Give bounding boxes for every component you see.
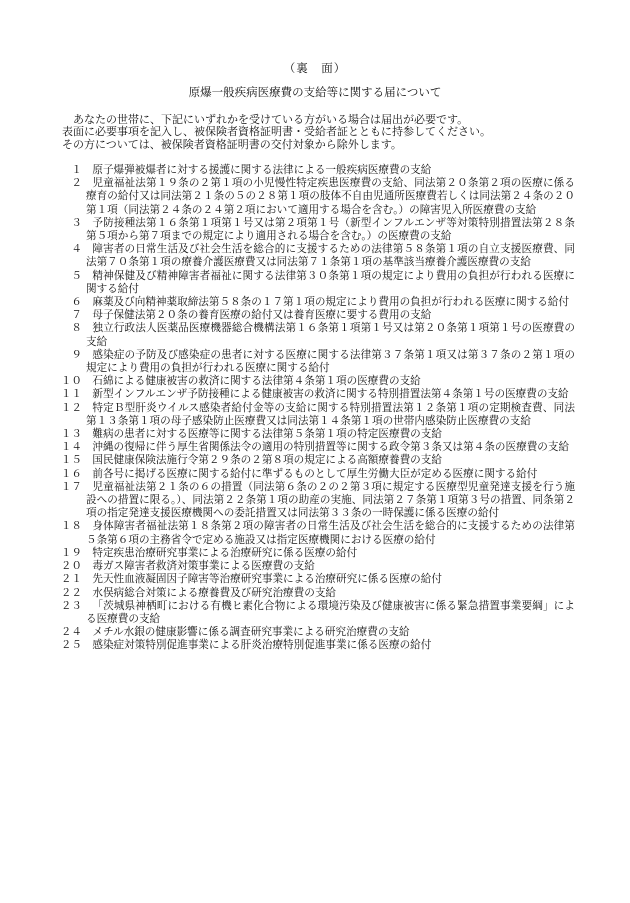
list-item — [60, 322, 575, 348]
item-number: １５ — [60, 454, 82, 467]
item-text: 新型インフルエンザ予防接種による健康被害の救済に関する特別措置法第４条第１号の医療費の支給 — [92, 388, 569, 401]
item-text: 難病の患者に対する医療等に関する法律第５条第１項の特定医療費の支給 — [92, 428, 442, 441]
list-item — [60, 600, 575, 626]
list-item — [60, 402, 575, 428]
item-text: 身体障害者福祉法第１８条第２項の障害者の日常生活及び社会生活を総合的に支援するための法律第５条第６項の主務省令で定める施設又は指定医療機関における医療の給付 — [86, 520, 575, 546]
item-number: ２２ — [60, 586, 82, 599]
item-text: 特定Ｂ型肝炎ウイルス感染者給付金等の支給に関する特別措置法第１２条第１項の定期検査費、同法第１３条第１項の母子感染防止医療費又は同法第１４条第１項の世帯内感染防止医療費の支給 — [86, 401, 575, 427]
benefit-list — [60, 164, 575, 653]
item-number: １２ — [60, 401, 82, 414]
item-text: 水俣病総合対策による療養費及び研究治療費の支給 — [92, 586, 337, 599]
item-number: ２０ — [60, 560, 82, 573]
item-text: 感染症の予防及び感染症の患者に対する医療に関する法律第３７条第１項又は第３７条の２第１項の規定により費用の負担が行われる医療に関する給付 — [86, 348, 575, 375]
item-number: １ — [71, 164, 82, 176]
item-number: ２１ — [60, 573, 82, 586]
item-text: 先天性血液凝固因子障害等治療研究事業による治療研究に係る医療の給付 — [92, 573, 442, 586]
list-item — [60, 217, 575, 243]
item-text: 独立行政法人医薬品医療機器総合機構法第１６条第１項第１号又は第２０条第１項第１号の医療費の支給 — [86, 322, 575, 348]
page-title: 原爆一般疾病医療費の支給等に関する届について — [188, 85, 442, 99]
item-number: １０ — [60, 375, 82, 388]
item-number: ２３ — [60, 599, 82, 612]
item-text: 児童福祉法第１９条の２第１項の小児慢性特定疾患医療費の支給、同法第２０条第２項の医療に係る療育の給付又は同法第２１条の５の２８第１項の肢体不自由児通所医療費若しくは同法第２４条の２０第１項（同法第２４条の２４第２項において適用する場合を含む。）の障害児入所医療費の支給 — [86, 177, 575, 216]
list-item — [60, 164, 575, 177]
item-text: 原子爆弾被爆者に対する援護に関する法律による一般疾病医療費の支給 — [92, 164, 432, 176]
item-text: 「茨城県神栖町における有機ヒ素化合物による環境汚染及び健康被害に係る緊急措置事業要綱」による医療費の支給 — [86, 599, 575, 625]
intro-line: あなたの世帯に、下記にいずれかを受けている方がいる場合は届出が必要です。 — [62, 113, 469, 126]
list-item — [60, 270, 575, 296]
item-text: 毒ガス障害者救済対策事業による医療費の支給 — [92, 560, 315, 573]
item-number: ９ — [71, 348, 82, 361]
item-number: ８ — [71, 322, 82, 335]
list-item — [60, 626, 575, 639]
list-item — [60, 520, 575, 546]
item-text: 前各号に掲げる医療に関する給付に準ずるものとして厚生労働大臣が定める医療に関する給付 — [92, 467, 538, 480]
list-item — [60, 547, 575, 560]
list-item — [60, 177, 575, 217]
item-text: メチル水銀の健康影響に係る調査研究事業による研究治療費の支給 — [92, 626, 410, 639]
item-number: １１ — [60, 388, 82, 401]
item-number: １８ — [60, 520, 82, 533]
list-item — [60, 639, 575, 652]
list-item — [60, 349, 575, 375]
item-text: 沖縄の復帰に伴う厚生省関係法令の適用の特別措置等に関する政令第３条又は第４条の医療費の支給 — [92, 441, 570, 454]
item-number: １７ — [60, 480, 82, 493]
list-item — [60, 454, 575, 467]
item-number: １６ — [60, 467, 82, 480]
item-number: ２ — [71, 177, 82, 190]
item-number: ７ — [71, 309, 82, 322]
item-text: 障害者の日常生活及び社会生活を総合的に支援するための法律第５８条第１項の自立支援医療費、同法第７０条第１項の療養介護医療費又は同法第７１条第１項の基準該当療養介護医療費の支給 — [86, 243, 575, 269]
item-text: 精神保健及び精神障害者福祉に関する法律第３０条第１項の規定により費用の負担が行われる医療に関する給付 — [86, 269, 575, 295]
item-number: １３ — [60, 428, 82, 441]
item-text: 特定疾患治療研究事業による治療研究に係る医療の給付 — [92, 546, 358, 559]
item-number: １９ — [60, 546, 82, 559]
item-text: 石綿による健康被害の救済に関する法律第４条第１項の医療費の支給 — [92, 375, 421, 388]
list-item — [60, 441, 575, 454]
item-number: ４ — [71, 243, 82, 256]
list-item — [60, 388, 575, 401]
list-item — [60, 296, 575, 309]
item-text: 予防接種法第１６条第１項第１号又は第２項第１号（新型インフルエンザ等対策特別措置法第２８条第５項から第７項までの規定により適用される場合を含む。）の医療費の支給 — [86, 216, 575, 243]
item-number: ５ — [71, 269, 82, 282]
item-text: 感染症対策特別促進事業による肝炎治療特別促進事業に係る医療の給付 — [92, 639, 432, 652]
item-text: 国民健康保険法施行令第２９条の２第８項の規定による高額療養費の支給 — [92, 454, 442, 467]
list-item — [60, 481, 575, 521]
item-number: ６ — [71, 296, 82, 309]
item-number: ３ — [71, 216, 82, 229]
list-item — [60, 375, 575, 388]
intro-line: その方については、被保険者資格証明書の交付対象から除外します。 — [62, 137, 402, 151]
list-item — [60, 468, 575, 481]
item-number: ２４ — [60, 626, 82, 639]
list-item — [60, 560, 575, 573]
item-number: １４ — [60, 441, 82, 454]
intro-paragraph — [62, 114, 582, 151]
item-text: 児童福祉法第２１条の６の措置（同法第６条の２の２第３項に規定する医療型児童発達支援を行う施設への措置に限る。）、同法第２２条第１項の助産の実施、同法第２７条第１項第３号の措置、同条第２項の指定発達支援医療機関への委託措置又は同法第３３条の一時保護に係る医療の給付 — [86, 480, 575, 520]
item-text: 母子保健法第２０条の養育医療の給付又は養育医療に要する費用の支給 — [92, 309, 432, 322]
list-item — [60, 243, 575, 269]
item-text: 麻薬及び向精神薬取締法第５８条の１７第１項の規定により費用の負担が行われる医療に関する給付 — [92, 296, 570, 309]
list-item — [60, 309, 575, 322]
intro-line: 表面に必要事項を記入し、被保険者資格証明書・受給者証とともに持参してください。 — [62, 125, 491, 139]
list-item — [60, 428, 575, 441]
item-number: ２５ — [60, 639, 82, 652]
list-item — [60, 573, 575, 586]
side-label: （裏 面） — [283, 61, 347, 75]
list-item — [60, 587, 575, 600]
